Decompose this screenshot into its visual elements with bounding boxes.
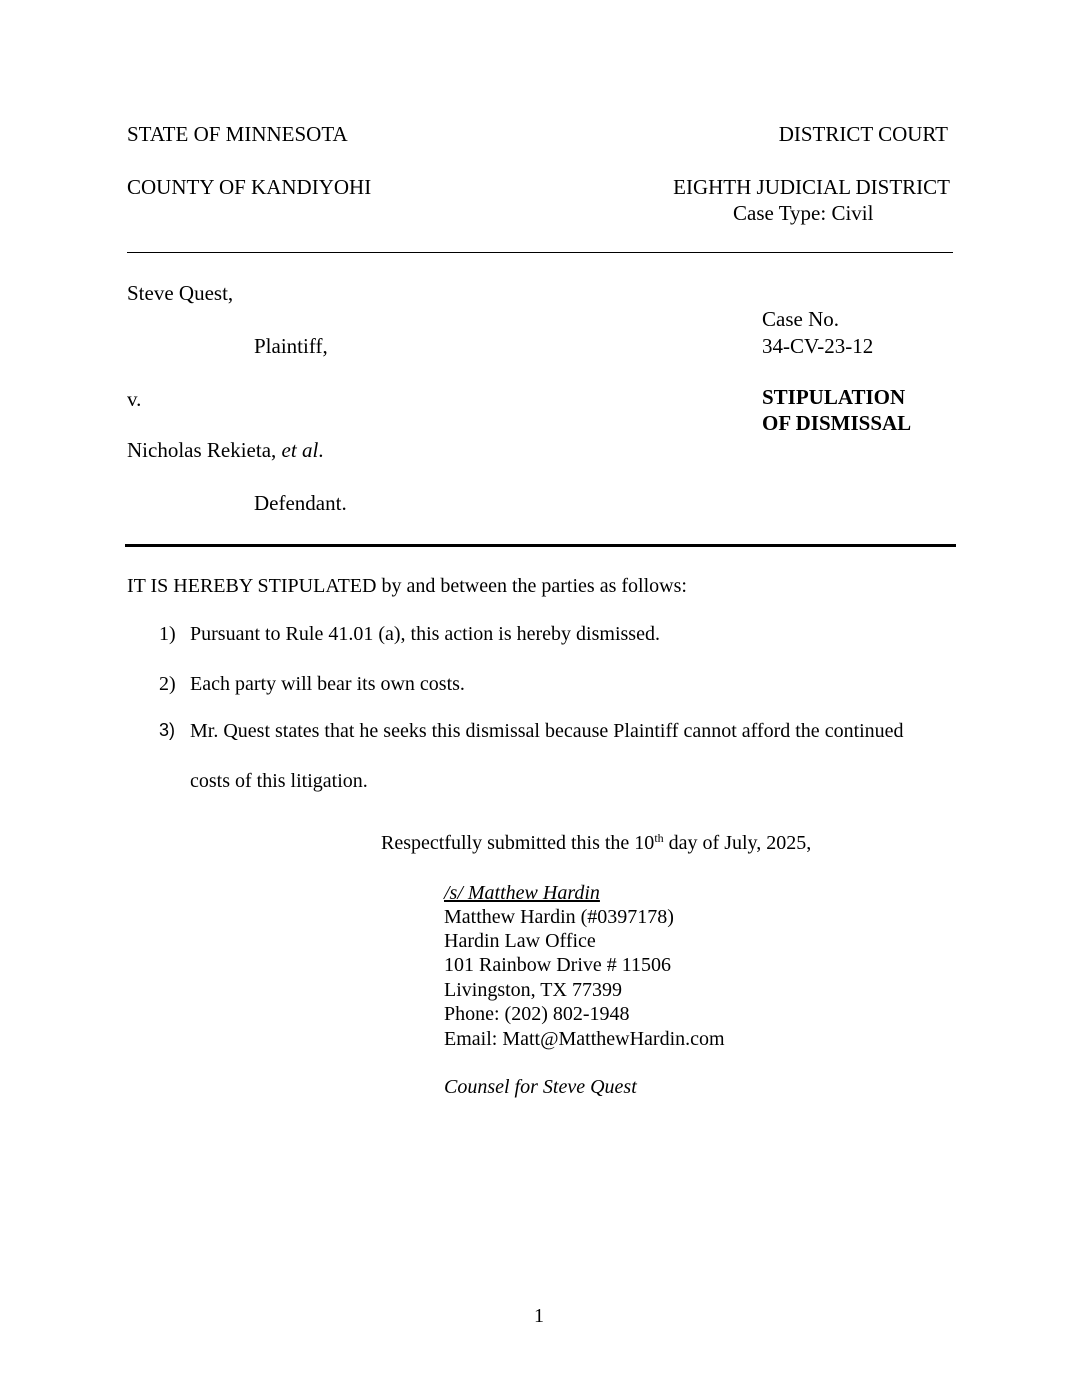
submission-line xyxy=(381,832,811,855)
district-heading: EIGHTH JUDICIAL DISTRICT xyxy=(673,175,950,199)
item-2-text: Each party will bear its own costs. xyxy=(190,673,465,695)
counsel-for: Counsel for Steve Quest xyxy=(444,1076,637,1098)
caption-top-rule xyxy=(127,252,953,253)
address-line-1: 101 Rainbow Drive # 11506 xyxy=(444,954,672,976)
attorney-name: Matthew Hardin (#0397178) xyxy=(444,906,674,928)
defendant-role: Defendant. xyxy=(254,491,347,515)
item-3-text: Mr. Quest states that he seeks this dismissal because Plaintiff cannot afford the continued xyxy=(190,720,904,742)
document-title-line2: OF DISMISSAL xyxy=(762,411,912,435)
plaintiff-role: Plaintiff, xyxy=(254,334,328,358)
submission-prefix: Respectfully submitted this the 10 xyxy=(381,832,655,854)
item-3-number: 3) xyxy=(159,720,176,740)
document-title-line1: STIPULATION xyxy=(762,385,906,409)
email-address: Email: Matt@MatthewHardin.com xyxy=(444,1028,725,1050)
item-2-number: 2) xyxy=(159,673,176,695)
law-firm: Hardin Law Office xyxy=(444,930,596,952)
item-1-number: 1) xyxy=(159,623,176,645)
stipulation-intro: IT IS HEREBY STIPULATED by and between the parties as follows: xyxy=(127,575,687,597)
county-heading: COUNTY OF KANDIYOHI xyxy=(127,175,372,199)
caption-bottom-rule xyxy=(125,544,956,547)
versus-label: v. xyxy=(127,387,142,411)
case-number-value: 34-CV-23-12 xyxy=(762,334,874,358)
address-line-2: Livingston, TX 77399 xyxy=(444,979,622,1001)
state-heading: STATE OF MINNESOTA xyxy=(127,122,348,146)
plaintiff-name: Steve Quest, xyxy=(127,281,234,305)
case-type: Case Type: Civil xyxy=(733,201,874,225)
case-number-label: Case No. xyxy=(762,307,839,331)
page-number: 1 xyxy=(534,1305,544,1327)
electronic-signature: /s/ Matthew Hardin xyxy=(444,882,600,904)
court-heading: DISTRICT COURT xyxy=(778,122,948,146)
defendant-period: . xyxy=(318,438,324,462)
submission-suffix: day of July, 2025, xyxy=(663,832,812,854)
item-1-text: Pursuant to Rule 41.01 (a), this action is hereby dismissed. xyxy=(190,623,660,645)
item-3-continuation: costs of this litigation. xyxy=(190,770,368,792)
defendant-name-line xyxy=(127,438,324,463)
defendant-name: Nicholas Rekieta, xyxy=(127,438,282,462)
submission-superscript: th xyxy=(654,831,664,845)
defendant-etal: et al xyxy=(281,438,319,462)
phone-number: Phone: (202) 802-1948 xyxy=(444,1003,630,1025)
